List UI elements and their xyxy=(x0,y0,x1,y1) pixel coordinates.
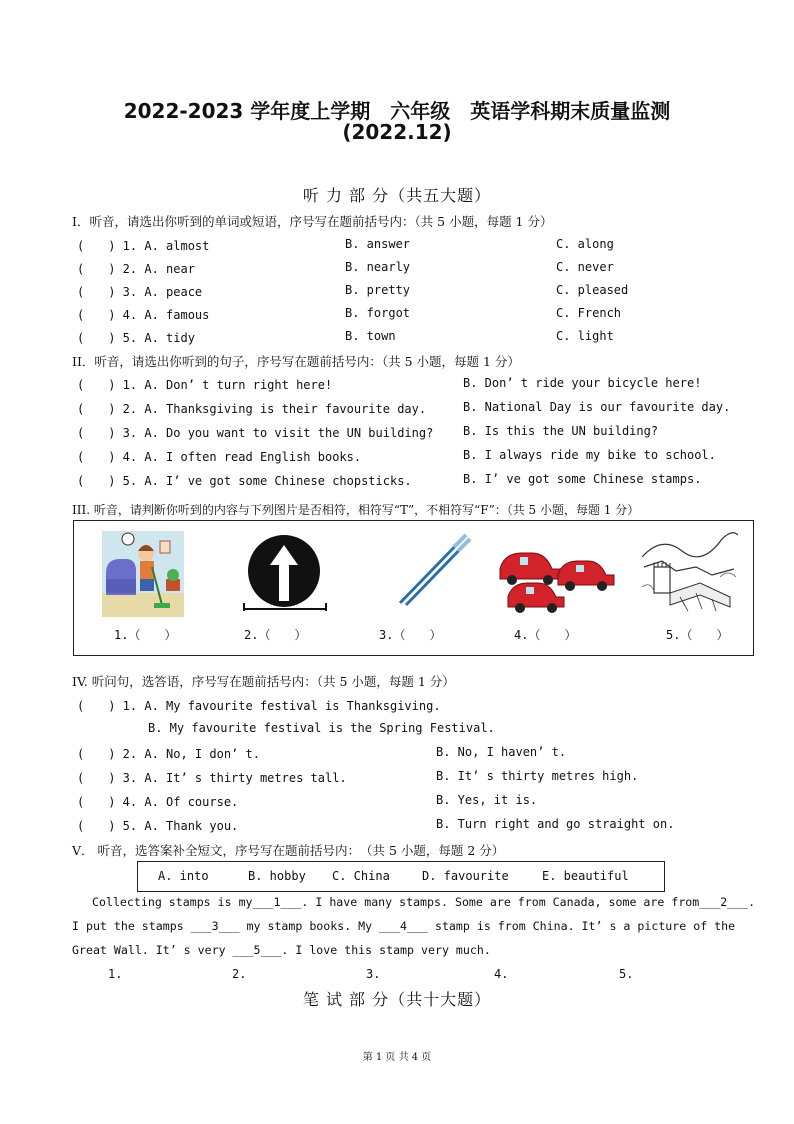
part1-item-b: B. forgot xyxy=(345,306,411,320)
word-option: C. China xyxy=(332,869,390,883)
part1-item-c: C. light xyxy=(556,329,614,343)
picture-label-1: 1.（ ） xyxy=(114,628,177,642)
exam-date: (2022.12) xyxy=(342,120,452,144)
part1-instruction: Ⅰ．听音，请选出你听到的单词或短语，序号写在题前括号内：（共 5 小题，每题 1 分） xyxy=(72,214,553,229)
part2-option-b: B. Don’ t ride your bicycle here! xyxy=(463,376,702,390)
picture-label-4: 4.（ ） xyxy=(514,628,577,642)
part2-option-a: ( ) 2. A. Thanksgiving is their favourite day. xyxy=(77,402,427,416)
part4-option-b: B. My favourite festival is the Spring Festival. xyxy=(148,721,495,735)
word-option: A. into xyxy=(158,869,209,883)
cleaning-room-picture xyxy=(102,531,184,617)
picture-label-2: 2.（ ） xyxy=(244,628,307,642)
part2-option-b: B. I always ride my bike to school. xyxy=(463,448,716,462)
word-option: E. beautiful xyxy=(542,869,629,883)
passage-line: I put the stamps ___3___ my stamp books. My ___4___ stamp is from China. It’ s a picture of the xyxy=(72,919,736,933)
word-bank xyxy=(137,861,665,892)
part1-item-b: B. answer xyxy=(345,237,411,251)
part2-option-a: ( ) 5. A. I’ ve got some Chinese chopsticks. xyxy=(77,474,412,488)
arrow-sign-picture xyxy=(242,529,328,615)
part2-instruction: II．听音，请选出你听到的句子，序号写在题前括号内：（共 5 小题，每题 1 分） xyxy=(72,354,520,369)
great-wall-picture xyxy=(640,527,740,617)
page-footer: 第 1 页 共 4 页 xyxy=(362,1052,432,1063)
part2-option-a: ( ) 4. A. I often read English books. xyxy=(77,450,362,464)
answer-blank-4: 4. xyxy=(494,967,509,981)
part2-option-b: B. Is this the UN building? xyxy=(463,424,659,438)
red-cars-picture xyxy=(496,545,624,615)
part1-item-a: ( ) 4. A. famous xyxy=(77,308,210,322)
part1-item-a: ( ) 5. A. tidy xyxy=(77,331,195,345)
picture-label-5: 5.（ ） xyxy=(666,628,729,642)
part1-item-a: ( ) 2. A. near xyxy=(77,262,195,276)
exam-title: 2022-2023 学年度上学期 六年级 英语学科期末质量监测 xyxy=(123,99,671,123)
part4-option-a: ( ) 3. A. It’ s thirty metres tall. xyxy=(77,771,347,785)
listening-section-title: 听 力 部 分（共五大题） xyxy=(302,186,492,205)
part1-item-c: C. pleased xyxy=(556,283,629,297)
part1-item-c: C. along xyxy=(556,237,614,251)
picture-label-3: 3.（ ） xyxy=(379,628,442,642)
part4-option-a: ( ) 1. A. My favourite festival is Thanksgiving. xyxy=(77,699,441,713)
part4-option-b: B. Yes, it is. xyxy=(436,793,538,807)
part2-option-b: B. I’ ve got some Chinese stamps. xyxy=(463,472,702,486)
chopsticks-picture xyxy=(394,529,474,609)
written-section-title: 笔 试 部 分（共十大题） xyxy=(302,990,492,1009)
word-option: B. hobby xyxy=(248,869,306,883)
part4-option-a: ( ) 4. A. Of course. xyxy=(77,795,239,809)
answer-blank-5: 5. xyxy=(619,967,634,981)
part2-option-b: B. National Day is our favourite day. xyxy=(463,400,731,414)
passage-line: Great Wall. It’ s very ___5___. I love this stamp very much. xyxy=(72,943,491,957)
answer-blank-2: 2. xyxy=(232,967,247,981)
part2-option-a: ( ) 3. A. Do you want to visit the UN building? xyxy=(77,426,434,440)
picture-box xyxy=(73,520,754,656)
part4-option-b: B. Turn right and go straight on. xyxy=(436,817,675,831)
passage-line: Collecting stamps is my___1___. I have many stamps. Some are from Canada, some are from___2___. xyxy=(92,895,756,909)
part1-item-a: ( ) 1. A. almost xyxy=(77,239,210,253)
part1-item-b: B. town xyxy=(345,329,396,343)
part4-instruction: IV. 听问句，选答语，序号写在题前括号内：（共 5 小题，每题 1 分） xyxy=(72,674,455,689)
part1-item-a: ( ) 3. A. peace xyxy=(77,285,203,299)
part3-instruction: III. 听音，请判断你听到的内容与下列图片是否相符，相符写“T”，不相符写“F”：（共 5 小题，每题 1 分） xyxy=(72,503,640,517)
part1-item-b: B. nearly xyxy=(345,260,411,274)
part4-option-a: ( ) 2. A. No, I don’ t. xyxy=(77,747,260,761)
answer-blank-3: 3. xyxy=(366,967,381,981)
word-option: D. favourite xyxy=(422,869,509,883)
part2-option-a: ( ) 1. A. Don’ t turn right here! xyxy=(77,378,333,392)
answer-blank-1: 1. xyxy=(108,967,123,981)
part1-item-c: C. French xyxy=(556,306,622,320)
part4-option-b: B. It’ s thirty metres high. xyxy=(436,769,639,783)
part1-item-c: C. never xyxy=(556,260,614,274)
part4-option-b: B. No, I haven’ t. xyxy=(436,745,567,759)
part4-option-a: ( ) 5. A. Thank you. xyxy=(77,819,239,833)
part5-instruction: V． 听音，选答案补全短文，序号写在题前括号内： （共 5 小题，每题 2 分） xyxy=(72,843,505,858)
part1-item-b: B. pretty xyxy=(345,283,411,297)
